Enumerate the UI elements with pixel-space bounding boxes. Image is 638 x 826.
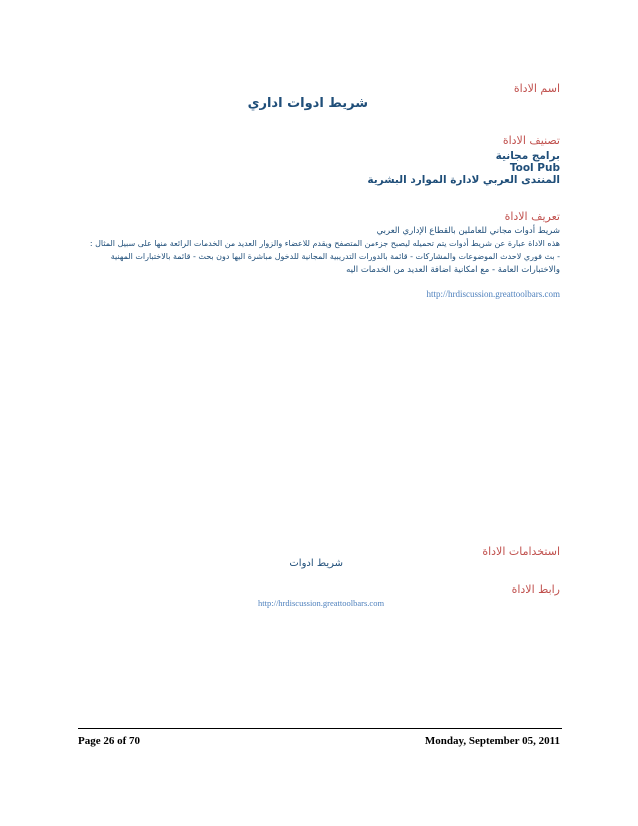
definition-line: هذه الاداة عبارة عن شريط أدوات يتم تحميله ليصبح جزءمن المتصفح ويقدم للاعضاء والزوار العديد من الخدمات الرائعة منها على سبيل المثال : — [89, 239, 560, 248]
uses-label: استخدامات الاداة — [482, 545, 560, 558]
uses-value: شريط ادوات — [289, 558, 343, 569]
classification-line-free-programs: برامج مجانية — [495, 150, 560, 162]
classification-line-forum: المنتدى العربي لادارة الموارد البشرية — [367, 174, 560, 186]
footer-date: Monday, September 05, 2011 — [424, 735, 560, 747]
footer-page-number: Page 26 of 70 — [78, 735, 141, 747]
definition-link[interactable]: http://hrdiscussion.greattoolbars.com — [426, 289, 560, 299]
definition-label: تعريف الاداة — [504, 210, 560, 223]
tool-name-label: اسم الاداة — [513, 82, 560, 95]
definition-line: - بث فوري لاحدث الموضوعات والمشاركات - قائمة بالدورات التدريبية المجانية للدخول مباشرة اليها دون بحث - قائمة بالاختبارات المهنية — [110, 252, 560, 261]
footer-rule — [78, 728, 562, 729]
definition-line: والاختبارات العامة - مع امكانية اضافة العديد من الخدمات اليه — [346, 265, 560, 275]
tool-link[interactable]: http://hrdiscussion.greattoolbars.com — [258, 598, 385, 608]
definition-line: شريط أدوات مجاني للعاملين بالقطاع الإداري العربي — [376, 226, 560, 236]
tool-name: شريط ادوات اداري — [247, 96, 368, 111]
classification-line-toolpub: Tool Pub — [509, 162, 560, 174]
classification-label: تصنيف الاداة — [502, 134, 560, 147]
link-label: رابط الاداة — [511, 583, 560, 596]
